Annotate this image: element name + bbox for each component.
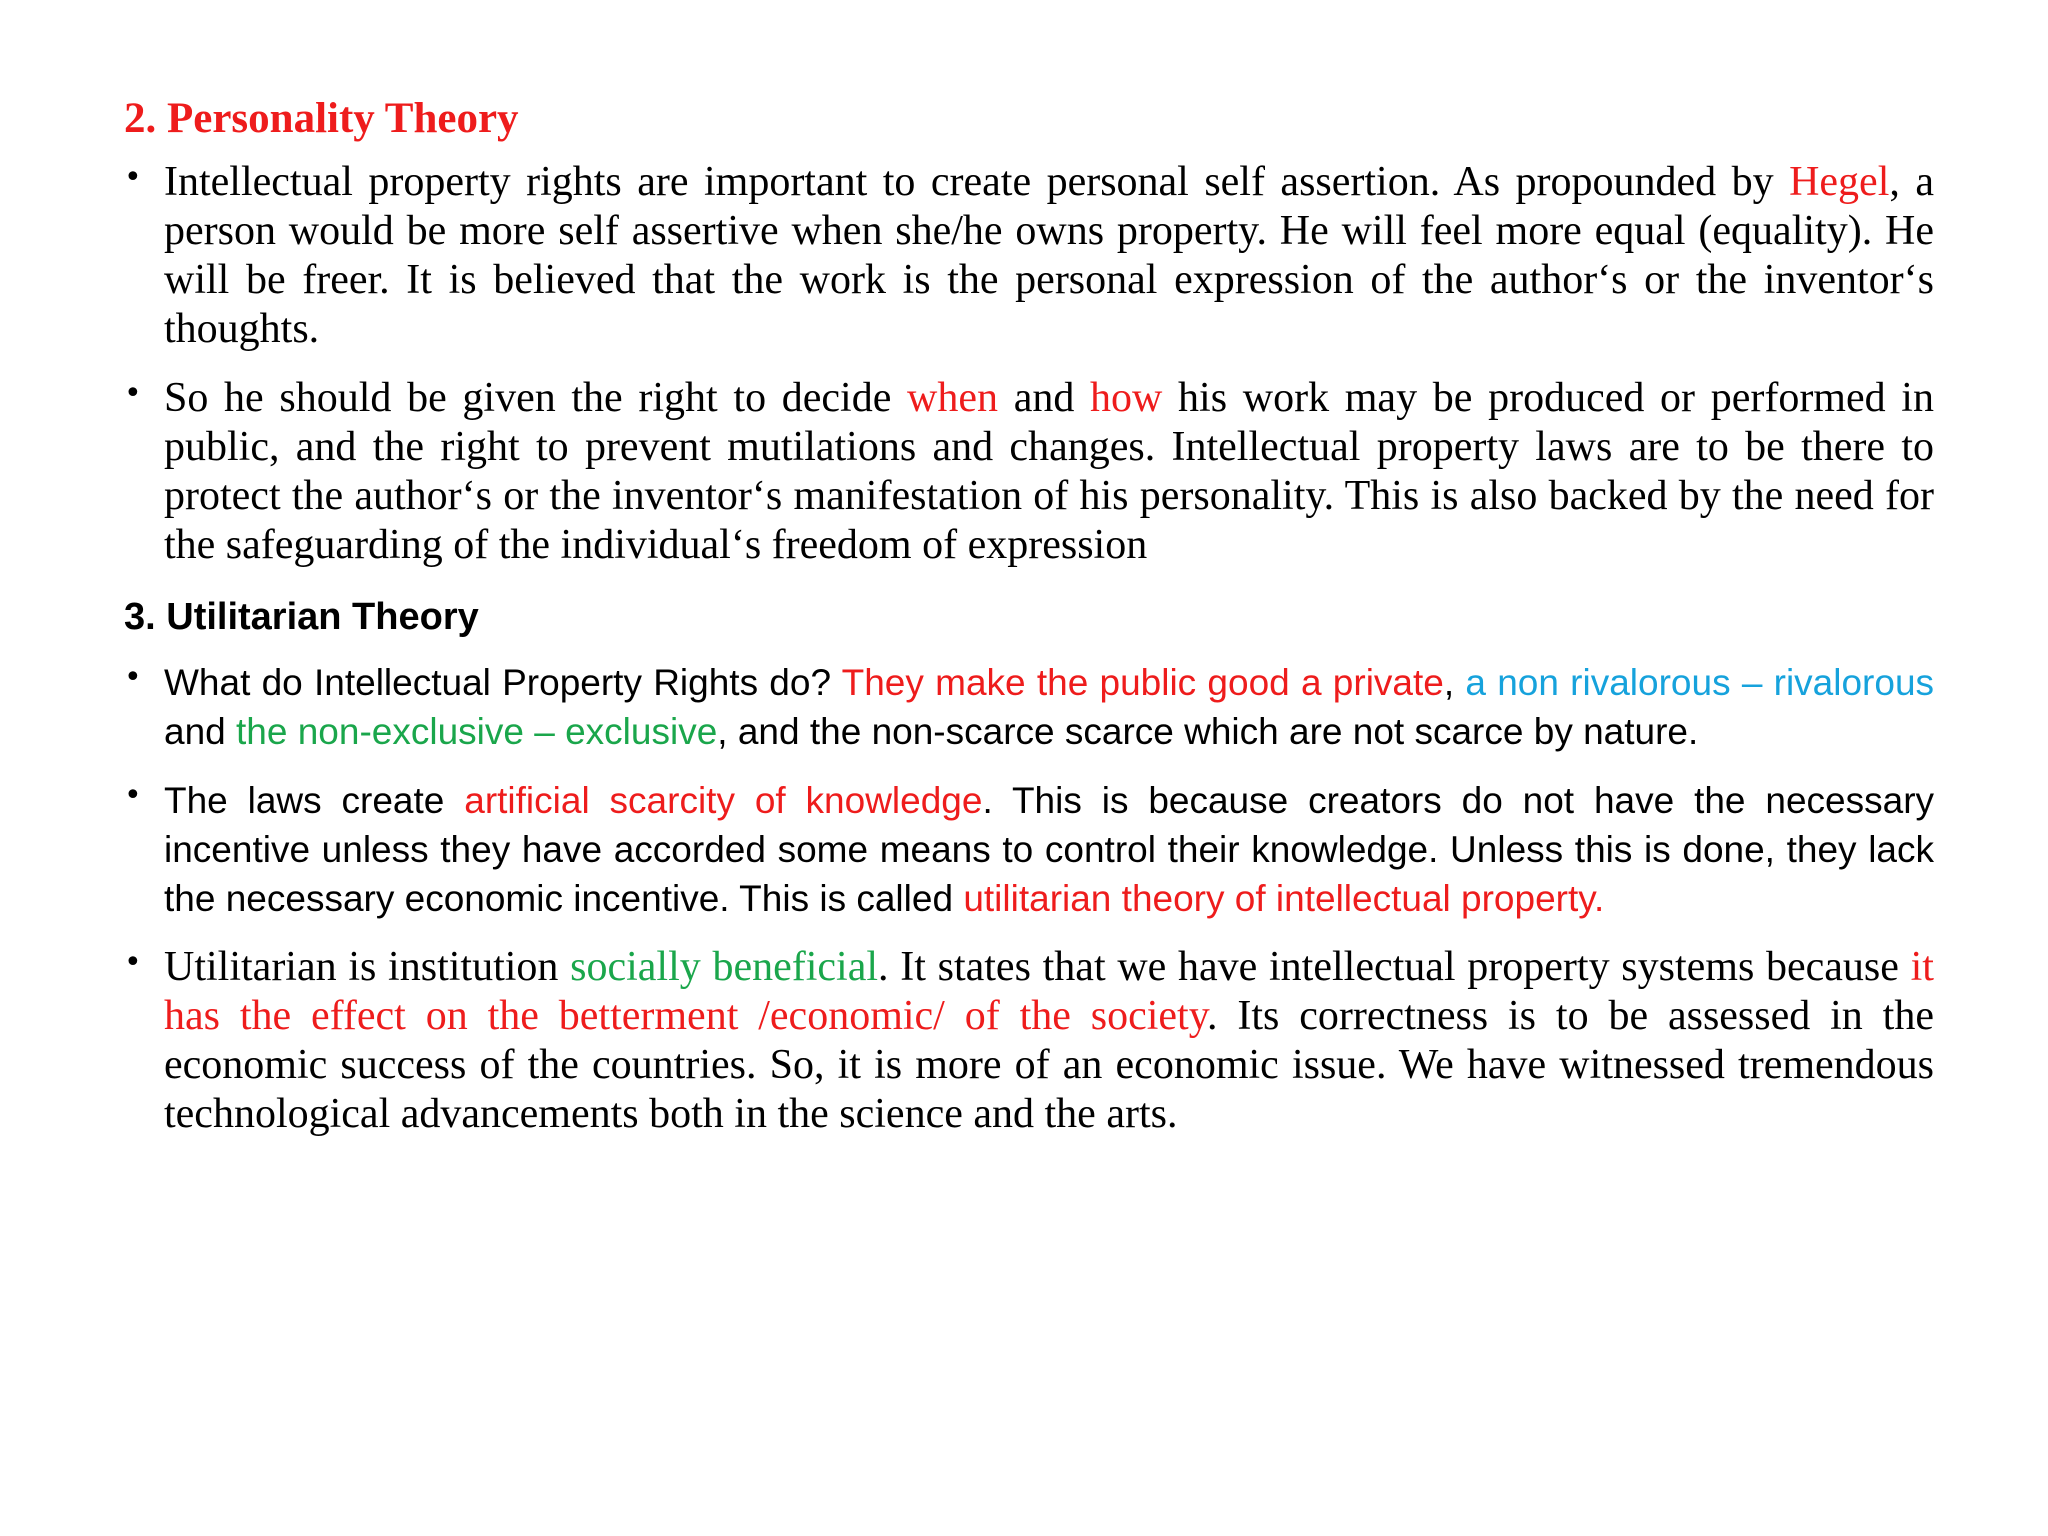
how-highlight: how	[1090, 375, 1163, 421]
utilitarian-bullet-3	[124, 943, 1934, 1139]
text-run: Utilitarian is institution	[164, 944, 571, 990]
text-run: What do Intellectual Property Rights do?	[164, 662, 842, 703]
utilitarian-theory-highlight: utilitarian theory of intellectual property.	[963, 878, 1605, 919]
text-run: and	[998, 375, 1091, 421]
personality-theory-heading: 2. Personality Theory	[124, 95, 519, 142]
utilitarian-bullet-2	[124, 776, 1934, 923]
when-highlight: when	[907, 375, 999, 421]
hegel-highlight: Hegel	[1789, 159, 1890, 205]
utilitarian-bullet-list	[124, 658, 1934, 1139]
personality-bullet-list	[124, 158, 1934, 570]
text-run: ,	[1443, 662, 1466, 703]
text-run: . Its correctness is to be assessed in the economic success of the countries. So, it is more of an economic issue. We have witnessed tremendous technological advancements both in the science and the arts.	[164, 993, 1934, 1137]
text-run: The laws create	[164, 780, 465, 821]
slide-content	[124, 92, 1934, 1159]
personality-bullet-1	[124, 158, 1934, 354]
utilitarian-bullet-1	[124, 658, 1934, 756]
rivalorous-highlight: a non rivalorous – rivalorous	[1465, 662, 1935, 703]
bullet-icon: •	[124, 160, 142, 195]
bullet-icon: •	[124, 778, 142, 813]
text-run: , and the non-scarce scarce which are not scarce by nature.	[717, 711, 1699, 752]
text-run: So he should be given the right to decide	[164, 375, 908, 421]
exclusive-highlight: the non-exclusive – exclusive	[236, 711, 718, 752]
betterment-highlight: it has the effect on the betterment /economic/ of the society	[164, 944, 1934, 1039]
bullet-icon: •	[124, 376, 142, 411]
bullet-icon: •	[124, 945, 142, 980]
text-run: . This is because creators do not have the necessary incentive unless they have accorded some means to control their knowledge. Unless this is done, they lack the necessary economic incentive. This is called	[164, 780, 1935, 919]
bullet-icon: •	[124, 660, 142, 695]
public-good-highlight: They make the public good a private	[841, 662, 1444, 703]
utilitarian-theory-heading: 3. Utilitarian Theory	[124, 596, 479, 638]
text-run: and	[164, 711, 237, 752]
text-run: his work may be produced or performed in public, and the right to prevent mutilations and changes. Intellectual property laws are to be there to protect the author‘s or the inventor‘s manifestation of his personality. This is also backed by the need for the safeguarding of the individual‘s freedom of expression	[164, 375, 1934, 568]
personality-bullet-2	[124, 374, 1934, 570]
text-run: Intellectual property rights are important to create personal self assertion. As propounded by	[164, 159, 1790, 205]
socially-beneficial-highlight: socially beneficial	[570, 944, 879, 990]
text-run: . It states that we have intellectual property systems because	[878, 944, 1911, 990]
artificial-scarcity-highlight: artificial scarcity of knowledge	[464, 780, 983, 821]
text-run: , a person would be more self assertive when she/he owns property. He will feel more equal (equality). He will be freer. It is believed that the work is the personal expression of the author‘s or the inventor‘s thoughts.	[164, 159, 1934, 352]
